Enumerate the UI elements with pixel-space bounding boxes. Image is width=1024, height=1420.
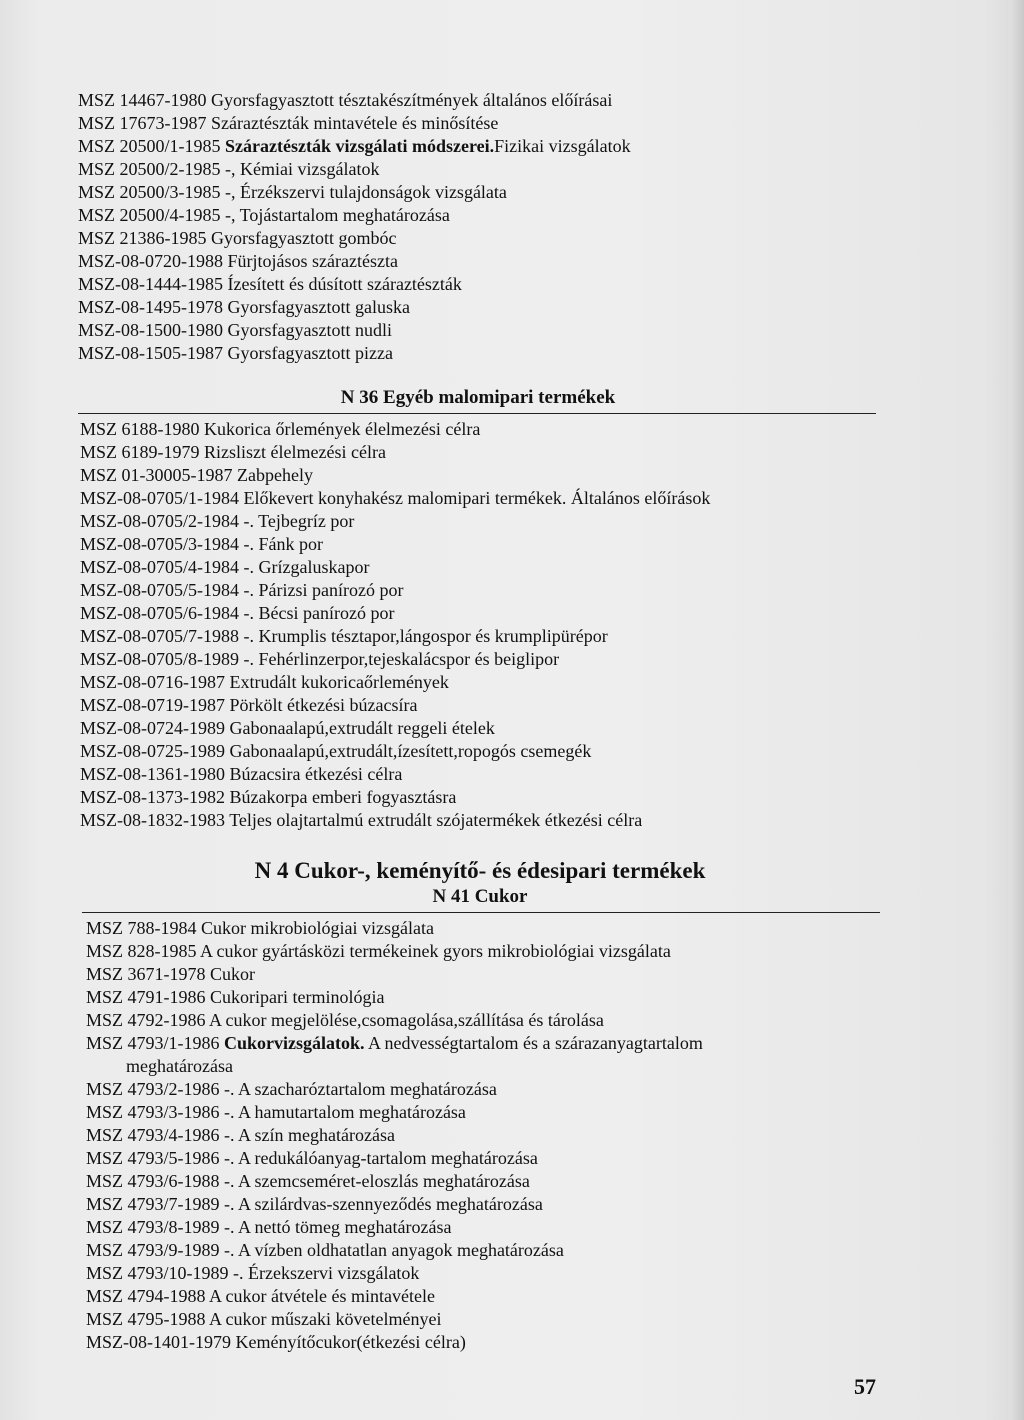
standard-title: Száraztészták mintavétele és minősítése <box>211 113 499 133</box>
standard-title: A nedvességtartalom és a szárazanyagtartalom <box>364 1033 703 1053</box>
standard-entry <box>80 464 710 487</box>
standard-code: MSZ-08-0724-1989 <box>80 718 225 738</box>
standard-entry <box>80 625 710 648</box>
standard-title: Cukor mikrobiológiai vizsgálata <box>201 918 434 938</box>
standard-entry <box>80 671 710 694</box>
standard-entry <box>80 717 710 740</box>
standard-entry <box>86 1009 703 1032</box>
standard-code: MSZ 21386-1985 <box>78 228 207 248</box>
section-3-list <box>86 917 703 1354</box>
standard-entry <box>78 227 631 250</box>
standard-code: MSZ 6189-1979 <box>80 442 200 462</box>
standard-title: -. A nettó tömeg meghatározása <box>224 1217 452 1237</box>
standard-title: Gabonaalapú,extrudált reggeli ételek <box>229 718 495 738</box>
standard-entry <box>80 418 710 441</box>
standard-title: A cukor átvétele és mintavétele <box>209 1286 435 1306</box>
standard-code: MSZ-08-1505-1987 <box>78 343 223 363</box>
standard-code: MSZ-08-0705/6-1984 <box>80 603 239 623</box>
standard-title: -. A redukálóanyag-tartalom meghatározása <box>224 1148 538 1168</box>
standard-entry <box>80 487 710 510</box>
standard-title: Cukor <box>210 964 256 984</box>
standard-title: Gyorsfagyasztott tésztakészítmények általános előírásai <box>211 90 613 110</box>
standard-entry <box>86 1101 703 1124</box>
standard-title: Keményítőcukor(étkezési célra) <box>235 1332 466 1352</box>
standard-entry <box>80 740 710 763</box>
book-spine-shadow <box>1010 0 1024 1420</box>
standard-code: MSZ-08-0725-1989 <box>80 741 225 761</box>
standard-entry <box>86 1124 703 1147</box>
standard-title: Cukoripari terminológia <box>210 987 385 1007</box>
heading-rule <box>82 912 880 913</box>
standard-title: Gyorsfagyasztott nudli <box>227 320 392 340</box>
standard-code: MSZ-08-0719-1987 <box>80 695 225 715</box>
standard-title: Extrudált kukoricaőrlemények <box>229 672 449 692</box>
standard-code: MSZ 4793/1-1986 <box>86 1033 220 1053</box>
standard-title: -. Bécsi panírozó por <box>243 603 395 623</box>
standard-title: -, Kémiai vizsgálatok <box>225 159 380 179</box>
standard-code: MSZ-08-0705/2-1984 <box>80 511 239 531</box>
standard-title: -. Tejbegríz por <box>243 511 355 531</box>
standard-code: MSZ 6188-1980 <box>80 419 200 439</box>
standard-code: MSZ 20500/3-1985 <box>78 182 221 202</box>
standard-entry <box>78 89 631 112</box>
section-heading-n4: N 4 Cukor-, keményítő- és édesipari termékek <box>254 858 706 883</box>
standard-entry <box>86 1308 703 1331</box>
standard-code: MSZ 14467-1980 <box>78 90 207 110</box>
standard-title: -. Krumplis tésztapor,lángospor és krumplipürépor <box>243 626 608 646</box>
standard-title: A cukor megjelölése,csomagolása,szállítása és tárolása <box>209 1010 604 1030</box>
standard-entry <box>86 1078 703 1101</box>
standard-code: MSZ-08-0705/4-1984 <box>80 557 239 577</box>
heading-rule <box>78 413 876 414</box>
standard-entry <box>86 1262 703 1285</box>
standard-code: MSZ 01-30005-1987 <box>80 465 233 485</box>
standard-code: MSZ 20500/4-1985 <box>78 205 221 225</box>
standard-title: Fizikai vizsgálatok <box>494 136 631 156</box>
standard-title: -. A szilárdvas-szennyeződés meghatározása <box>224 1194 543 1214</box>
standard-title: Teljes olajtartalmú extrudált szójatermékek étkezési célra <box>229 810 643 830</box>
standard-title: -. A szacharóztartalom meghatározása <box>224 1079 497 1099</box>
standard-code: MSZ-08-1361-1980 <box>80 764 225 784</box>
standard-title: -. A szemcseméret-eloszlás meghatározása <box>224 1171 530 1191</box>
standard-code: MSZ 4791-1986 <box>86 987 206 1007</box>
standard-title: Fürjtojásos száraztészta <box>227 251 398 271</box>
standard-entry <box>78 296 631 319</box>
standard-code: MSZ 4794-1988 <box>86 1286 206 1306</box>
standard-title: A cukor műszaki követelményei <box>209 1309 442 1329</box>
standard-entry <box>80 510 710 533</box>
standard-entry <box>78 250 631 273</box>
standard-code: MSZ 20500/1-1985 <box>78 136 221 156</box>
standard-code: MSZ 4793/10-1989 <box>86 1263 229 1283</box>
standard-title: -. Párizsi panírozó por <box>243 580 404 600</box>
standard-entry <box>80 441 710 464</box>
standard-entry <box>86 1216 703 1239</box>
standard-title: Zabpehely <box>237 465 313 485</box>
standard-title-bold: Cukorvizsgálatok. <box>224 1033 365 1053</box>
standard-title: Búzacsira étkezési célra <box>229 764 403 784</box>
section-subheading-n41: N 41 Cukor <box>432 886 528 907</box>
standard-title: Gabonaalapú,extrudált,ízesített,ropogós csemegék <box>229 741 592 761</box>
standard-entry <box>78 112 631 135</box>
standard-title: -. Fánk por <box>243 534 323 554</box>
standard-title: -. Grízgaluskapor <box>243 557 370 577</box>
standard-title: -, Tojástartalom meghatározása <box>225 205 450 225</box>
standard-entry <box>80 786 710 809</box>
standard-title: A cukor gyártásközi termékeinek gyors mikrobiológiai vizsgálata <box>200 941 671 961</box>
standard-title: meghatározása <box>126 1056 233 1076</box>
standard-entry <box>78 181 631 204</box>
standard-entry <box>78 158 631 181</box>
standard-title: -. A szín meghatározása <box>224 1125 395 1145</box>
standard-entry <box>80 648 710 671</box>
standard-title-bold: Száraztészták vizsgálati módszerei. <box>225 136 495 156</box>
standard-entry <box>86 1032 703 1055</box>
standard-title: Rizsliszt élelmezési célra <box>204 442 386 462</box>
standard-entry <box>86 986 703 1009</box>
standard-code: MSZ-08-1832-1983 <box>80 810 225 830</box>
standard-title: -. A vízben oldhatatlan anyagok meghatározása <box>224 1240 564 1260</box>
standard-entry <box>86 1055 703 1078</box>
standard-entry <box>86 1147 703 1170</box>
standard-code: MSZ-08-0705/5-1984 <box>80 580 239 600</box>
standard-entry <box>86 1170 703 1193</box>
standard-code: MSZ 4793/5-1986 <box>86 1148 220 1168</box>
standard-entry <box>86 917 703 940</box>
standard-code: MSZ 4793/6-1988 <box>86 1171 220 1191</box>
standard-code: MSZ 17673-1987 <box>78 113 207 133</box>
standard-code: MSZ 828-1985 <box>86 941 197 961</box>
section-heading-n36: N 36 Egyéb malomipari termékek <box>340 387 616 408</box>
standard-code: MSZ 4792-1986 <box>86 1010 206 1030</box>
standard-code: MSZ-08-1401-1979 <box>86 1332 231 1352</box>
standard-entry <box>80 533 710 556</box>
standard-title: -. Érzekszervi vizsgálatok <box>233 1263 420 1283</box>
standard-entry <box>80 556 710 579</box>
standard-code: MSZ 4795-1988 <box>86 1309 206 1329</box>
standard-entry <box>80 602 710 625</box>
standard-title: Ízesített és dúsított száraztészták <box>227 274 462 294</box>
standard-title: -. Fehérlinzerpor,tejeskalácspor és beiglipor <box>243 649 560 669</box>
standard-code: MSZ 3671-1978 <box>86 964 206 984</box>
standard-title: Gyorsfagyasztott galuska <box>227 297 410 317</box>
standard-code: MSZ 4793/8-1989 <box>86 1217 220 1237</box>
standard-code: MSZ-08-1373-1982 <box>80 787 225 807</box>
standard-title: Gyorsfagyasztott gombóc <box>211 228 397 248</box>
standard-entry <box>78 273 631 296</box>
standard-code: MSZ 4793/3-1986 <box>86 1102 220 1122</box>
standard-title: Gyorsfagyasztott pizza <box>227 343 393 363</box>
section-2-list <box>80 418 710 832</box>
standard-title: Pörkölt étkezési búzacsíra <box>229 695 418 715</box>
standard-code: MSZ-08-0705/8-1989 <box>80 649 239 669</box>
standard-entry <box>86 1239 703 1262</box>
standard-entry <box>78 204 631 227</box>
standard-code: MSZ 4793/9-1989 <box>86 1240 220 1260</box>
standard-title: Kukorica őrlemények élelmezési célra <box>204 419 481 439</box>
standard-code: MSZ-08-0720-1988 <box>78 251 223 271</box>
standard-entry <box>78 319 631 342</box>
standard-code: MSZ 20500/2-1985 <box>78 159 221 179</box>
standard-entry <box>80 579 710 602</box>
standard-entry <box>80 694 710 717</box>
page-number: 57 <box>854 1374 876 1399</box>
standard-entry <box>86 1285 703 1308</box>
standard-code: MSZ 4793/4-1986 <box>86 1125 220 1145</box>
standard-code: MSZ-08-1444-1985 <box>78 274 223 294</box>
standard-code: MSZ-08-0705/1-1984 <box>80 488 239 508</box>
standard-title: Búzakorpa emberi fogyasztásra <box>229 787 457 807</box>
standard-entry <box>86 963 703 986</box>
standard-entry <box>86 1331 703 1354</box>
standard-entry <box>78 342 631 365</box>
standard-code: MSZ 4793/7-1989 <box>86 1194 220 1214</box>
standard-code: MSZ-08-1495-1978 <box>78 297 223 317</box>
standard-entry <box>86 1193 703 1216</box>
standard-code: MSZ 788-1984 <box>86 918 197 938</box>
standard-entry <box>80 763 710 786</box>
standard-title: Előkevert konyhakész malomipari termékek. Általános előírások <box>243 488 711 508</box>
standard-entry <box>80 809 710 832</box>
standard-code: MSZ-08-1500-1980 <box>78 320 223 340</box>
standard-title: -. A hamutartalom meghatározása <box>224 1102 466 1122</box>
standard-code: MSZ-08-0705/7-1988 <box>80 626 239 646</box>
standard-entry <box>86 940 703 963</box>
section-1-list <box>78 89 631 365</box>
standard-title: -, Érzékszervi tulajdonságok vizsgálata <box>225 182 507 202</box>
standard-entry <box>78 135 631 158</box>
standard-code: MSZ-08-0716-1987 <box>80 672 225 692</box>
standard-code: MSZ-08-0705/3-1984 <box>80 534 239 554</box>
standard-code: MSZ 4793/2-1986 <box>86 1079 220 1099</box>
